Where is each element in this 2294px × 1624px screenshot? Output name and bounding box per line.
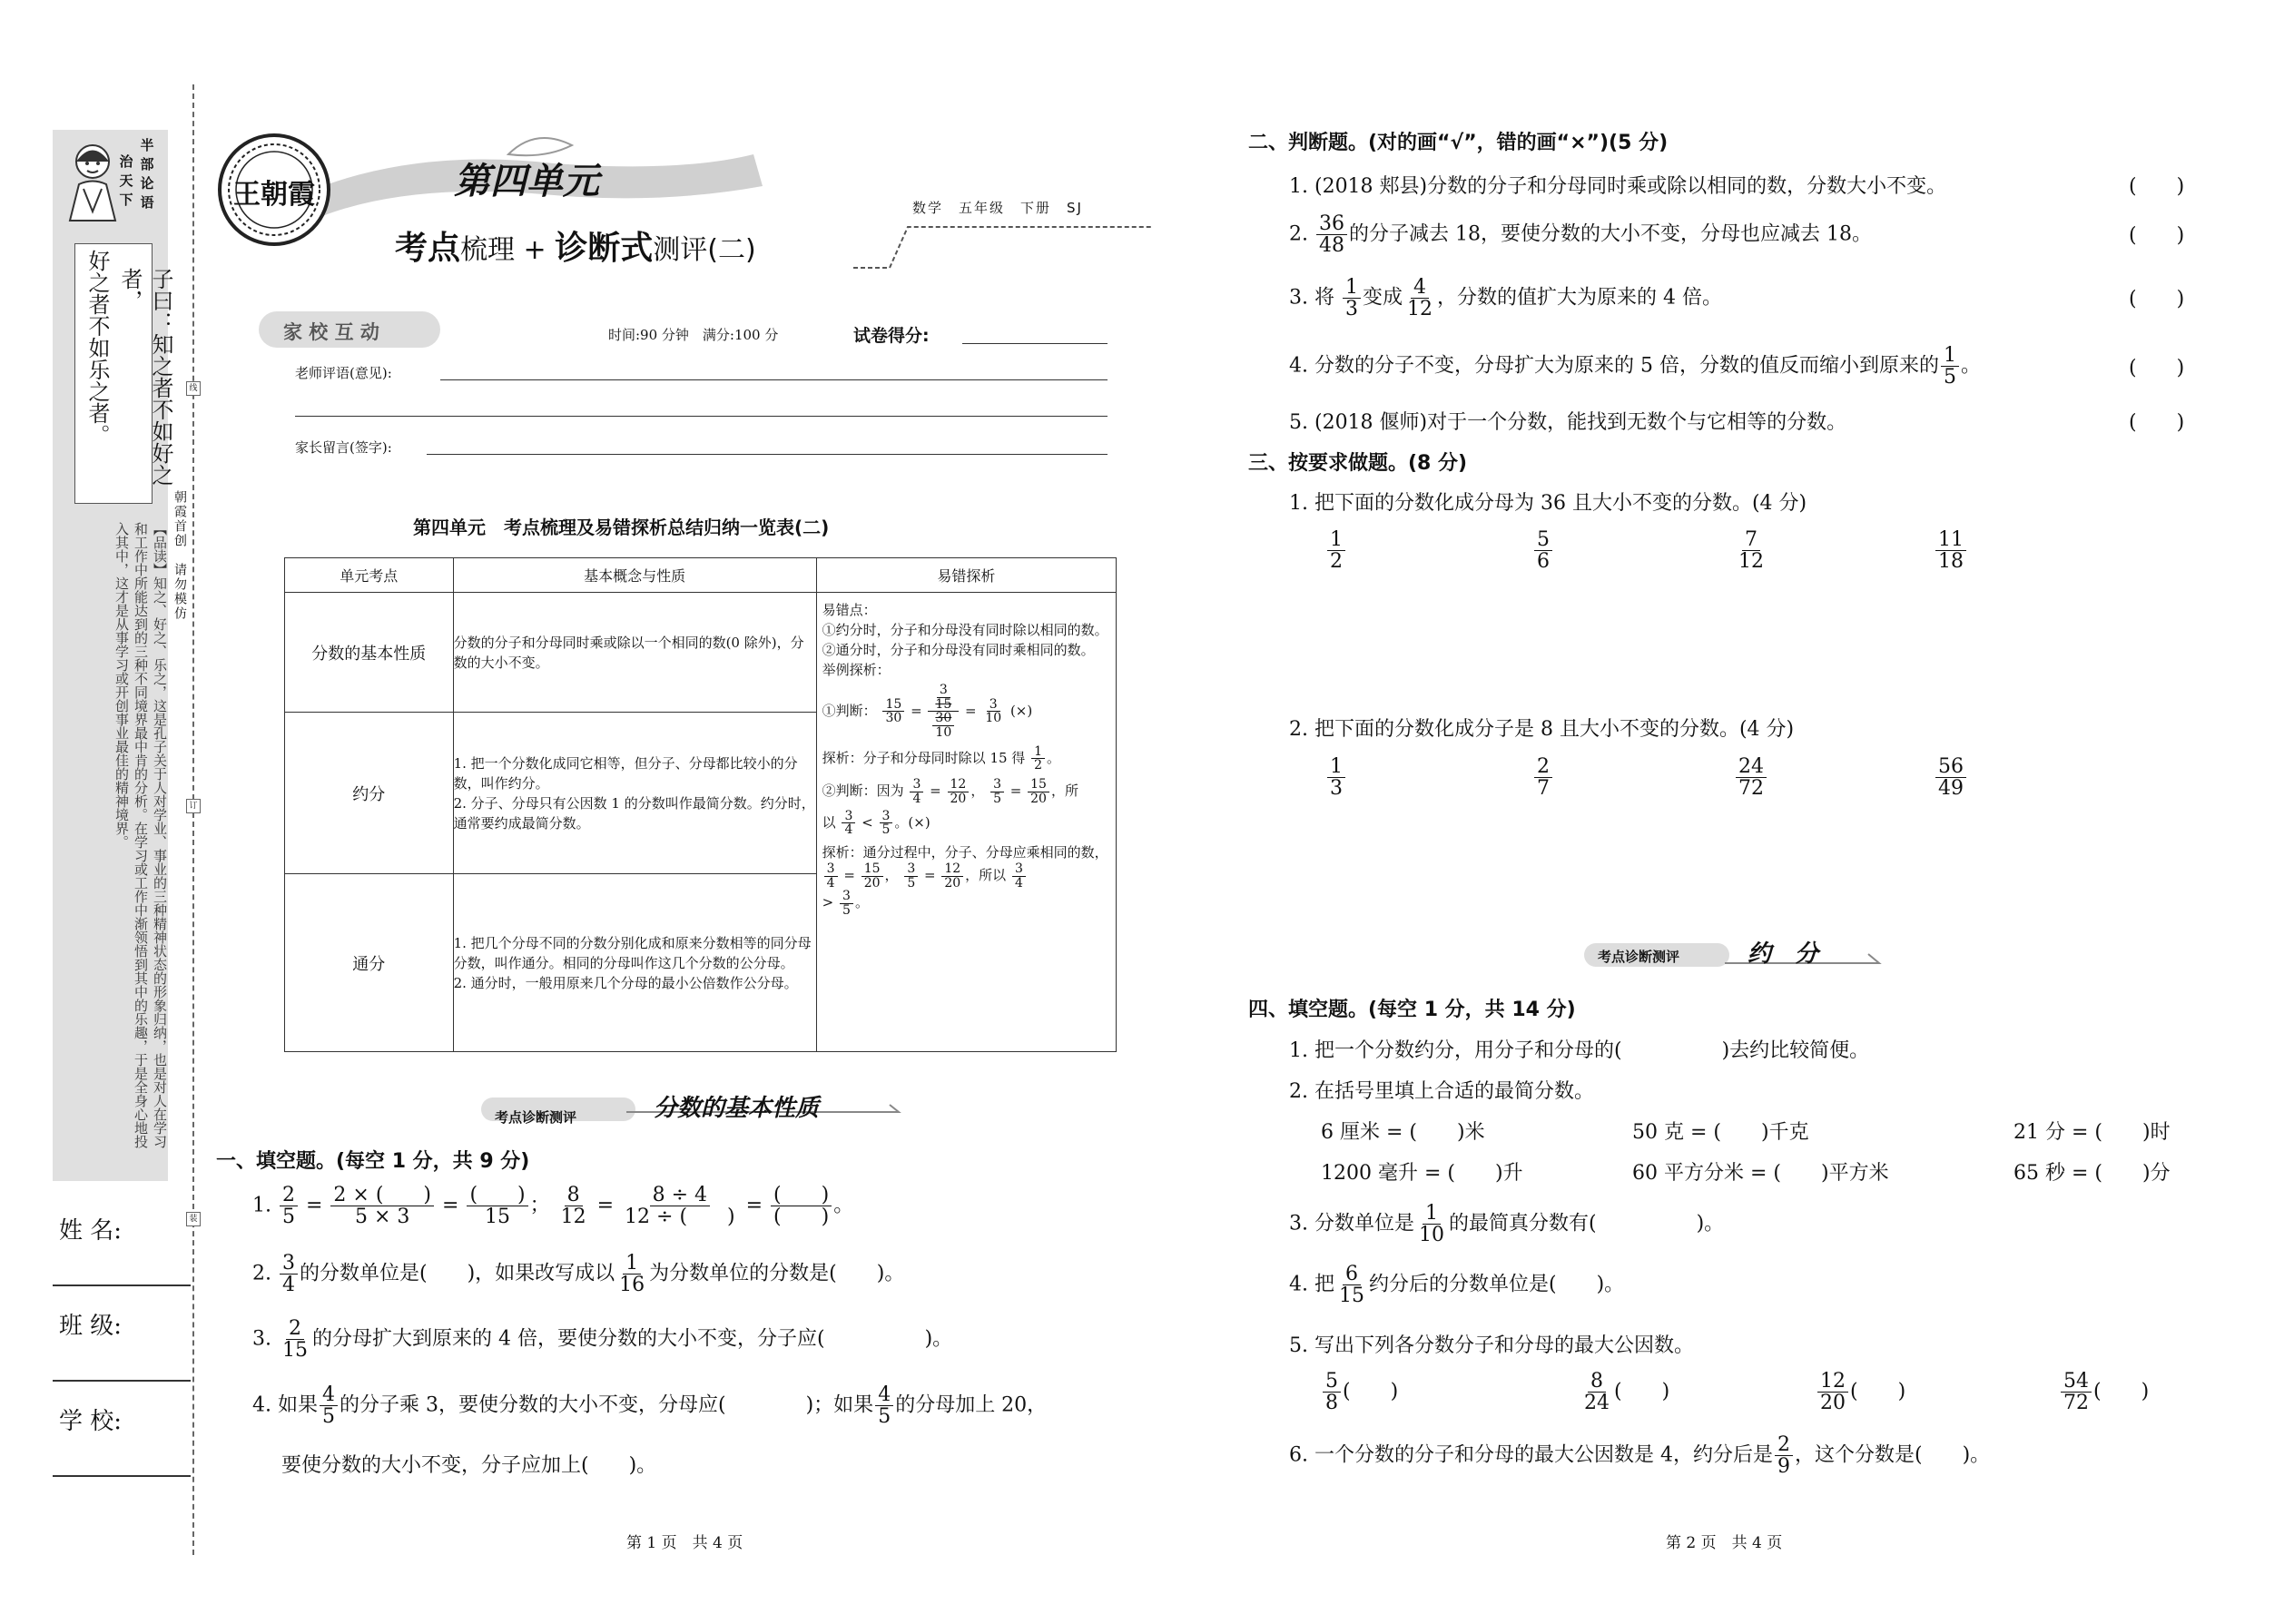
gcd-item-3: $\frac{12}{20}$ ( ) bbox=[1816, 1371, 1905, 1413]
part-3-q1-frac-1: $\frac{1}{2}$ bbox=[1325, 529, 1347, 572]
class-field[interactable] bbox=[53, 1380, 191, 1382]
series-name: 半 部 论 语 bbox=[140, 137, 154, 211]
part-4-q4: 4. 把 $\frac{6}{15}$ 约分后的分数单位是( )。 bbox=[1289, 1263, 1625, 1308]
part-4-q5: 5. 写出下列各分数分子和分母的最大公因数。 bbox=[1289, 1334, 1694, 1357]
school-field[interactable] bbox=[53, 1475, 191, 1477]
teacher-comment-label: 老师评语(意见): bbox=[295, 365, 392, 381]
part-3-q2-frac-3: $\frac{24}{72}$ bbox=[1734, 756, 1768, 799]
example-analysis-1: 探析：分子和分母同时除以 15 得 $\frac{1}{2}$ 。 bbox=[822, 743, 1061, 773]
example-judgement-2-cont: 以 $\frac{3}{4}$ < $\frac{3}{5}$ 。(×) bbox=[822, 808, 930, 838]
home-school-label: 家 校 互 动 bbox=[283, 321, 379, 343]
summary-title: 第四单元 考点梳理及易错探析总结归纳一览表(二) bbox=[413, 517, 830, 538]
part-2-q4: 4. 分数的分子不变，分母扩大为原来的 5 倍，分数的值反而缩小到原来的 $\frac{1}{5}$ 。 bbox=[1289, 344, 1981, 389]
grade-tags: 数学 五年级 下册 SJ bbox=[912, 200, 1083, 216]
part-2-q4-answer[interactable]: ( ) bbox=[2129, 357, 2185, 379]
series-subtitle: 治 天 下 bbox=[119, 153, 133, 208]
part-2-q2: 2. $\frac{36}{48}$ 的分子减去 18，要使分数的大小不变，分母也应减去 18。 bbox=[1289, 212, 1872, 258]
part-1-title: 一、填空题。(每空 1 分，共 9 分) bbox=[216, 1150, 530, 1173]
summary-table bbox=[284, 557, 1117, 1052]
example-heading: 举例探析： bbox=[822, 662, 891, 678]
banner-1-tag: 考点诊断测评 bbox=[495, 1109, 577, 1126]
unit-convert-2: 50 克 = ( )千克 bbox=[1632, 1121, 1809, 1144]
concept-cell: 1. 把几个分母不同的分数分别化成和原来分数相等的同分母分数，叫作通分。相同的分母叫作这几个分数的公分母。 2. 通分时，一般用原来几个分母的最小公倍数作公分母。 bbox=[453, 874, 816, 1052]
name-field[interactable] bbox=[53, 1284, 191, 1286]
part-3-q2-frac-2: $\frac{2}{7}$ bbox=[1532, 756, 1554, 799]
cut-mark-2: 订 bbox=[186, 799, 201, 813]
part-1-q3: 3. $\frac{2}{15}$ 的分母扩大到原来的 4 倍，要使分数的大小不变，分子应( )。 bbox=[252, 1317, 953, 1363]
parent-message-field[interactable] bbox=[427, 454, 1108, 455]
part-2-q5-answer[interactable]: ( ) bbox=[2129, 411, 2185, 434]
banner-2-tag: 考点诊断测评 bbox=[1598, 949, 1680, 965]
col-header-concept: 基本概念与性质 bbox=[453, 558, 816, 593]
class-label: 班 级: bbox=[59, 1313, 123, 1340]
gcd-item-1: $\frac{5}{8}$ ( ) bbox=[1321, 1371, 1398, 1413]
table-row bbox=[285, 593, 1117, 713]
banner-2-title: 约 分 bbox=[1748, 940, 1819, 968]
gcd-item-2: $\frac{8}{24}$ ( ) bbox=[1584, 1370, 1670, 1415]
logo-text: 王朝霞 bbox=[233, 179, 315, 211]
part-2-q2-answer[interactable]: ( ) bbox=[2129, 224, 2185, 247]
part-1-q2: 2. $\frac{3}{4}$ 的分数单位是( )，如果改写成以 $\frac{1}{16}$ 为分数单位的分数是( )。 bbox=[252, 1252, 905, 1297]
motto-line-2: 好之者不如乐之者。 bbox=[84, 250, 110, 446]
school-label: 学 校: bbox=[59, 1408, 123, 1435]
page-subtitle: 考点梳理 + 诊断式测评(二) bbox=[395, 230, 756, 267]
score-field[interactable] bbox=[962, 343, 1108, 344]
topic-cell: 约分 bbox=[285, 713, 454, 874]
title-zigzag bbox=[853, 209, 1171, 272]
part-1-q4: 4. 如果 $\frac{4}{5}$ 的分子乘 3，要使分数的大小不变，分母应( )；如果 $\frac{4}{5}$ 的分母加上 20， bbox=[252, 1383, 1048, 1429]
part-4-q2: 2. 在括号里填上合适的最简分数。 bbox=[1289, 1080, 1594, 1103]
topic-cell: 通分 bbox=[285, 874, 454, 1052]
part-2-q5: 5. (2018 偃师)对于一个分数，能找到无数个与它相等的分数。 bbox=[1289, 411, 1847, 434]
page-footer-left: 第 1 页 共 4 页 bbox=[626, 1534, 743, 1552]
topic-cell: 分数的基本性质 bbox=[285, 593, 454, 713]
part-4-title: 四、填空题。(每空 1 分，共 14 分) bbox=[1248, 999, 1576, 1021]
example-analysis-2: 探析：通分过程中，分子、分母应乘相同的数， $\frac{3}{4}$ = $\frac{15}{20}$ ， $\frac{3}{5}$ = $\frac{12}{20}$ ，所以 $\frac{3}{4}$ > $\frac{3}{5}$ 。 bbox=[822, 843, 1108, 918]
brand-logo bbox=[216, 132, 332, 248]
example-judgement-2: ②判断：因为 $\frac{3}{4}$ = $\frac{12}{20}$ ， $\frac{3}{5}$ = $\frac{15}{20}$ ，所 bbox=[822, 777, 1078, 806]
error-point-1: ①约分时，分子和分母没有同时除以相同的数。 bbox=[822, 622, 1108, 638]
error-analysis-cell bbox=[816, 593, 1116, 1052]
part-3-title: 三、按要求做题。(8 分) bbox=[1248, 452, 1468, 475]
part-2-q3-answer[interactable]: ( ) bbox=[2129, 288, 2185, 310]
page-footer-right: 第 2 页 共 4 页 bbox=[1666, 1534, 1783, 1552]
unit-convert-3: 21 分 = ( )时 bbox=[2013, 1121, 2171, 1144]
part-3-q2-frac-1: $\frac{1}{3}$ bbox=[1325, 756, 1347, 799]
cut-mark-1: 线 bbox=[186, 381, 201, 396]
error-heading: 易错点： bbox=[822, 602, 877, 618]
unit-convert-1: 6 厘米 = ( )米 bbox=[1321, 1121, 1485, 1144]
unit-convert-5: 60 平方分米 = ( )平方米 bbox=[1632, 1162, 1889, 1185]
part-2-q3: 3. 将 $\frac{1}{3}$ 变成 $\frac{4}{12}$ ，分数的值扩大为原来的 4 倍。 bbox=[1289, 276, 1722, 321]
gcd-item-4: $\frac{54}{72}$ ( ) bbox=[2059, 1371, 2149, 1413]
part-4-q3: 3. 分数单位是 $\frac{1}{10}$ 的最简真分数有( )。 bbox=[1289, 1202, 1725, 1247]
cut-line bbox=[192, 84, 194, 1555]
unit-title: 第四单元 bbox=[454, 161, 599, 202]
part-2-title: 二、判断题。(对的画“√”，错的画“×”)(5 分) bbox=[1248, 132, 1669, 154]
col-header-topic: 单元考点 bbox=[285, 558, 454, 593]
score-label: 试卷得分: bbox=[853, 326, 930, 346]
part-3-q1-frac-2: $\frac{5}{6}$ bbox=[1532, 529, 1554, 572]
col-header-errors: 易错探析 bbox=[816, 558, 1116, 593]
part-2-q1: 1. (2018 郏县)分数的分子和分母同时乘或除以相同的数，分数大小不变。 bbox=[1289, 175, 1947, 198]
cut-mark-3: 装 bbox=[186, 1212, 201, 1226]
part-2-q1-answer[interactable]: ( ) bbox=[2129, 175, 2185, 198]
part-4-q1: 1. 把一个分数约分，用分子和分母的( )去约比较简便。 bbox=[1289, 1039, 1870, 1062]
part-3-q1: 1. 把下面的分数化成分母为 36 且大小不变的分数。(4 分) bbox=[1289, 492, 1807, 515]
reading-note: 【品读】知之、好之、乐之，这是孔子关于人对学业、事业的三种精神状态的形象归纳，也是对人在学习和工作中所能达到的三种不同境界最中肯的分析。在学习或工作中渐领悟到其中的乐趣，于是全身心地投入其中，这才是从事学习或开创事业最佳的精神境界。 bbox=[113, 522, 168, 1148]
concept-cell: 分数的分子和分母同时乘或除以一个相同的数(0 除外)，分数的大小不变。 bbox=[453, 593, 816, 713]
time-info: 时间:90 分钟 满分:100 分 bbox=[608, 327, 779, 343]
concept-cell: 1. 把一个分数化成同它相等，但分子、分母都比较小的分数，叫作约分。 2. 分子、分母只有公因数 1 的分数叫作最简分数。约分时，通常要约成最简分数。 bbox=[453, 713, 816, 874]
part-3-q1-frac-4: $\frac{11}{18}$ bbox=[1934, 529, 1968, 572]
name-label: 姓 名: bbox=[59, 1217, 123, 1245]
parent-message-label: 家长留言(签字): bbox=[295, 439, 392, 456]
example-judgement-1: ①判断： $\frac{15}{30}$ = $\frac{\frac{3}{15}}{\frac{30}{10}}$ = $\frac{3}{10}$ (×) bbox=[822, 683, 1033, 741]
error-point-2: ②通分时，分子和分母没有同时乘相同的数。 bbox=[822, 642, 1095, 658]
part-3-q1-frac-3: $\frac{7}{12}$ bbox=[1738, 528, 1764, 574]
table-header-row bbox=[285, 558, 1117, 593]
unit-convert-4: 1200 毫升 = ( )升 bbox=[1321, 1162, 1523, 1185]
banner-1-title: 分数的基本性质 bbox=[654, 1095, 820, 1122]
motto-line-1: 子曰：知之者不如好之者， bbox=[117, 268, 173, 486]
teacher-comment-field[interactable] bbox=[440, 379, 1108, 380]
part-3-q2-frac-4: $\frac{56}{49}$ bbox=[1934, 756, 1968, 799]
unit-convert-6: 65 秒 = ( )分 bbox=[2013, 1162, 2171, 1185]
part-1-q4-cont: 要使分数的大小不变，分子应加上( )。 bbox=[281, 1454, 657, 1477]
part-4-q6: 6. 一个分数的分子和分母的最大公因数是 4，约分后是 $\frac{2}{9}$ ，这个分数是( )。 bbox=[1289, 1433, 1991, 1479]
part-1-q1: 1. $\frac{2}{5}$ = $\frac{2 \times ( )}{5 \times 3}$ = $\frac{( )}{15}$ ； $\frac{8}{12}$ = $\frac{8 \div 4}{12 \div ( )}$ = $\frac{( )}{( )}$ 。 bbox=[252, 1184, 854, 1229]
teacher-comment-field-2[interactable] bbox=[295, 416, 1108, 417]
part-3-q2: 2. 把下面的分数化成分子是 8 且大小不变的分数。(4 分) bbox=[1289, 718, 1795, 741]
copyright-note: 朝霞首创 请勿模仿 bbox=[172, 490, 187, 621]
